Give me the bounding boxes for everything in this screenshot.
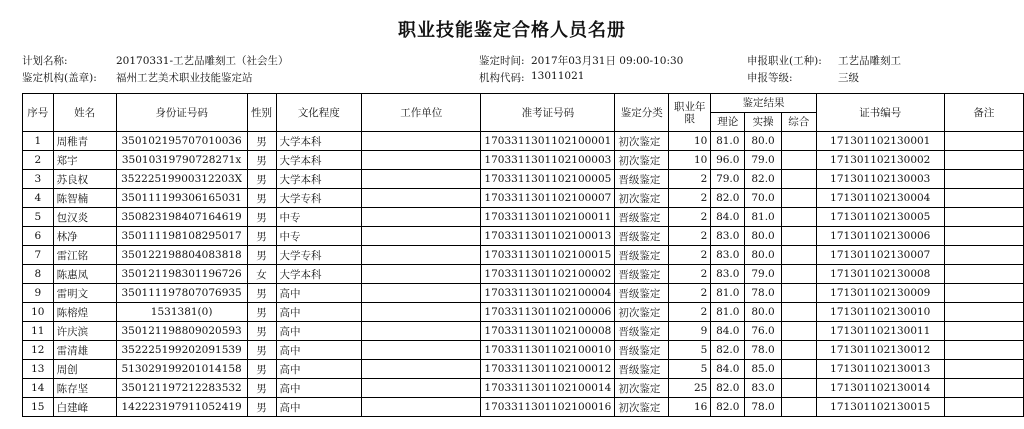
header-practice: 实操 (745, 113, 782, 132)
header-edu: 文化程度 (276, 94, 362, 132)
cell-work (362, 303, 481, 322)
cell-exam: 1703311301102100007 (481, 189, 615, 208)
header-seq: 序号 (23, 94, 54, 132)
cell-overall (781, 379, 816, 398)
time-label: 鉴定时间: (479, 55, 525, 67)
table-row (23, 265, 1024, 284)
cell-overall (781, 360, 816, 379)
cell-remark (944, 227, 1023, 246)
cell-work (362, 189, 481, 208)
cell-seq: 9 (23, 284, 54, 303)
cell-theory: 82.0 (711, 379, 745, 398)
cell-years: 2 (669, 303, 711, 322)
cell-name: 林净 (53, 227, 116, 246)
cell-work (362, 360, 481, 379)
table-row (23, 208, 1024, 227)
cell-cert: 171301102130015 (816, 398, 944, 417)
table-body (23, 132, 1024, 417)
cell-theory: 84.0 (711, 360, 745, 379)
cell-cert: 171301102130008 (816, 265, 944, 284)
cell-seq: 6 (23, 227, 54, 246)
org-label: 鉴定机构(盖章): (22, 72, 97, 84)
cell-theory: 82.0 (711, 189, 745, 208)
cell-gender: 男 (247, 170, 276, 189)
cell-edu: 高中 (276, 322, 362, 341)
header-remark: 备注 (944, 94, 1023, 132)
cell-cert: 171301102130013 (816, 360, 944, 379)
cell-name: 白建峰 (53, 398, 116, 417)
cell-id: 35010319790728271x (116, 151, 247, 170)
cell-remark (944, 132, 1023, 151)
roster-table (22, 93, 1024, 417)
cell-practice: 82.0 (745, 170, 782, 189)
cell-seq: 1 (23, 132, 54, 151)
cell-seq: 11 (23, 322, 54, 341)
cell-cert: 171301102130012 (816, 341, 944, 360)
cell-id: 35222519900312203X (116, 170, 247, 189)
cell-exam: 1703311301102100002 (481, 265, 615, 284)
cell-theory: 82.0 (711, 398, 745, 417)
table-row (23, 303, 1024, 322)
cell-name: 包汉炎 (53, 208, 116, 227)
cell-overall (781, 322, 816, 341)
cell-overall (781, 284, 816, 303)
cell-gender: 男 (247, 132, 276, 151)
header-result: 鉴定结果 (711, 94, 816, 113)
time-value: 2017年03月31日 09:00-10:30 (531, 55, 684, 67)
cell-exam: 1703311301102100011 (481, 208, 615, 227)
cell-name: 郑宇 (53, 151, 116, 170)
cell-id: 513029199201014158 (116, 360, 247, 379)
cell-cert: 171301102130003 (816, 170, 944, 189)
cell-seq: 4 (23, 189, 54, 208)
cell-name: 苏良权 (53, 170, 116, 189)
cell-exam: 1703311301102100013 (481, 227, 615, 246)
table-row (23, 151, 1024, 170)
cell-work (362, 398, 481, 417)
cell-gender: 男 (247, 208, 276, 227)
cell-overall (781, 189, 816, 208)
cell-name: 雷江铭 (53, 246, 116, 265)
cell-cert: 171301102130007 (816, 246, 944, 265)
cell-name: 雷明文 (53, 284, 116, 303)
cell-type: 初次鉴定 (615, 303, 669, 322)
cell-type: 初次鉴定 (615, 379, 669, 398)
cell-practice: 76.0 (745, 322, 782, 341)
cell-practice: 78.0 (745, 398, 782, 417)
cell-edu: 大学专科 (276, 189, 362, 208)
cell-name: 雷清雄 (53, 341, 116, 360)
cell-edu: 大学本科 (276, 151, 362, 170)
cell-type: 初次鉴定 (615, 151, 669, 170)
table-row (23, 341, 1024, 360)
header-cert: 证书编号 (816, 94, 944, 132)
cell-years: 2 (669, 246, 711, 265)
cell-remark (944, 246, 1023, 265)
level-label: 申报等级: (747, 72, 793, 84)
cell-exam: 1703311301102100015 (481, 246, 615, 265)
cell-seq: 14 (23, 379, 54, 398)
cell-theory: 83.0 (711, 265, 745, 284)
cell-overall (781, 151, 816, 170)
cell-work (362, 265, 481, 284)
cell-remark (944, 303, 1023, 322)
cell-id: 350823198407164619 (116, 208, 247, 227)
cell-id: 142223197911052419 (116, 398, 247, 417)
cell-years: 2 (669, 170, 711, 189)
cell-remark (944, 341, 1023, 360)
cell-years: 10 (669, 151, 711, 170)
cell-edu: 高中 (276, 284, 362, 303)
plan-label: 计划名称: (22, 55, 68, 67)
cell-edu: 大学专科 (276, 246, 362, 265)
header-name: 姓名 (53, 94, 116, 132)
cell-remark (944, 284, 1023, 303)
cell-gender: 男 (247, 398, 276, 417)
cell-exam: 1703311301102100010 (481, 341, 615, 360)
cell-id: 350122198804083818 (116, 246, 247, 265)
cell-seq: 12 (23, 341, 54, 360)
cell-gender: 男 (247, 246, 276, 265)
cell-exam: 1703311301102100014 (481, 379, 615, 398)
cell-seq: 7 (23, 246, 54, 265)
cell-theory: 83.0 (711, 227, 745, 246)
cell-seq: 2 (23, 151, 54, 170)
cell-edu: 高中 (276, 341, 362, 360)
cell-work (362, 208, 481, 227)
cell-practice: 80.0 (745, 303, 782, 322)
table-row (23, 322, 1024, 341)
cell-work (362, 170, 481, 189)
cell-name: 周创 (53, 360, 116, 379)
cell-overall (781, 132, 816, 151)
cell-work (362, 227, 481, 246)
cell-theory: 81.0 (711, 284, 745, 303)
cell-gender: 男 (247, 151, 276, 170)
cell-years: 2 (669, 189, 711, 208)
cell-remark (944, 322, 1023, 341)
cell-seq: 15 (23, 398, 54, 417)
page-title: 职业技能鉴定合格人员名册 (398, 20, 626, 41)
cell-exam: 1703311301102100012 (481, 360, 615, 379)
cell-years: 9 (669, 322, 711, 341)
cell-type: 晋级鉴定 (615, 208, 669, 227)
cell-type: 初次鉴定 (615, 398, 669, 417)
cell-remark (944, 151, 1023, 170)
cell-gender: 女 (247, 265, 276, 284)
table-row (23, 379, 1024, 398)
cell-type: 晋级鉴定 (615, 265, 669, 284)
cell-practice: 81.0 (745, 208, 782, 227)
header-work: 工作单位 (362, 94, 481, 132)
cell-remark (944, 360, 1023, 379)
org-value: 福州工艺美术职业技能鉴定站 (116, 72, 253, 84)
cell-edu: 大学本科 (276, 170, 362, 189)
cell-gender: 男 (247, 341, 276, 360)
header-id: 身份证号码 (116, 94, 247, 132)
cell-practice: 78.0 (745, 284, 782, 303)
cell-cert: 171301102130006 (816, 227, 944, 246)
cell-remark (944, 265, 1023, 284)
cell-theory: 83.0 (711, 246, 745, 265)
cell-overall (781, 170, 816, 189)
cell-practice: 80.0 (745, 132, 782, 151)
cell-cert: 171301102130010 (816, 303, 944, 322)
header-gender: 性别 (247, 94, 276, 132)
cell-overall (781, 341, 816, 360)
cell-cert: 171301102130001 (816, 132, 944, 151)
table-row (23, 227, 1024, 246)
cell-name: 周稚青 (53, 132, 116, 151)
cell-practice: 83.0 (745, 379, 782, 398)
cell-edu: 大学本科 (276, 132, 362, 151)
cell-cert: 171301102130005 (816, 208, 944, 227)
cell-cert: 171301102130009 (816, 284, 944, 303)
cell-id: 350121197212283532 (116, 379, 247, 398)
plan-value: 20170331-工艺品雕刻工（社会生） (116, 55, 289, 67)
cell-seq: 13 (23, 360, 54, 379)
cell-id: 350102195707010036 (116, 132, 247, 151)
cell-edu: 高中 (276, 398, 362, 417)
cell-remark (944, 398, 1023, 417)
cell-gender: 男 (247, 189, 276, 208)
cell-type: 晋级鉴定 (615, 360, 669, 379)
header-theory: 理论 (711, 113, 745, 132)
cell-theory: 96.0 (711, 151, 745, 170)
cell-gender: 男 (247, 322, 276, 341)
cell-cert: 171301102130011 (816, 322, 944, 341)
table-row (23, 170, 1024, 189)
cell-years: 5 (669, 341, 711, 360)
cell-name: 陈榕煌 (53, 303, 116, 322)
cell-type: 初次鉴定 (615, 189, 669, 208)
code-value: 13011021 (531, 70, 585, 82)
cell-years: 25 (669, 379, 711, 398)
cell-years: 2 (669, 265, 711, 284)
cell-overall (781, 208, 816, 227)
cell-work (362, 379, 481, 398)
cell-type: 晋级鉴定 (615, 227, 669, 246)
cell-overall (781, 227, 816, 246)
cell-work (362, 132, 481, 151)
cell-edu: 中专 (276, 208, 362, 227)
header-overall: 综合 (781, 113, 816, 132)
cell-work (362, 151, 481, 170)
cell-remark (944, 170, 1023, 189)
cell-work (362, 284, 481, 303)
cell-type: 晋级鉴定 (615, 170, 669, 189)
cell-name: 陈惠凤 (53, 265, 116, 284)
cell-remark (944, 189, 1023, 208)
cell-work (362, 322, 481, 341)
cell-theory: 84.0 (711, 208, 745, 227)
cell-edu: 高中 (276, 303, 362, 322)
cell-edu: 中专 (276, 227, 362, 246)
header-type: 鉴定分类 (615, 94, 669, 132)
cell-exam: 1703311301102100005 (481, 170, 615, 189)
cell-cert: 171301102130014 (816, 379, 944, 398)
cell-id: 350121198809020593 (116, 322, 247, 341)
cell-theory: 81.0 (711, 132, 745, 151)
cell-remark (944, 208, 1023, 227)
job-value: 工艺品雕刻工 (838, 55, 901, 67)
cell-overall (781, 398, 816, 417)
cell-theory: 84.0 (711, 322, 745, 341)
cell-exam: 1703311301102100003 (481, 151, 615, 170)
table-row (23, 189, 1024, 208)
header-exam: 准考证号码 (481, 94, 615, 132)
cell-work (362, 246, 481, 265)
cell-type: 晋级鉴定 (615, 341, 669, 360)
cell-exam: 1703311301102100006 (481, 303, 615, 322)
cell-work (362, 341, 481, 360)
cell-remark (944, 379, 1023, 398)
cell-years: 10 (669, 132, 711, 151)
table-row (23, 132, 1024, 151)
level-value: 三级 (838, 72, 859, 84)
cell-edu: 高中 (276, 360, 362, 379)
cell-seq: 10 (23, 303, 54, 322)
cell-exam: 1703311301102100004 (481, 284, 615, 303)
cell-years: 16 (669, 398, 711, 417)
cell-years: 5 (669, 360, 711, 379)
cell-gender: 男 (247, 360, 276, 379)
cell-theory: 82.0 (711, 341, 745, 360)
cell-overall (781, 265, 816, 284)
code-label: 机构代码: (479, 72, 525, 84)
cell-practice: 85.0 (745, 360, 782, 379)
table-row (23, 284, 1024, 303)
cell-practice: 70.0 (745, 189, 782, 208)
cell-edu: 大学本科 (276, 265, 362, 284)
table-row (23, 246, 1024, 265)
cell-gender: 男 (247, 379, 276, 398)
cell-id: 350111199306165031 (116, 189, 247, 208)
cell-id: 350111198108295017 (116, 227, 247, 246)
cell-years: 2 (669, 284, 711, 303)
cell-name: 陈存坚 (53, 379, 116, 398)
cell-practice: 79.0 (745, 151, 782, 170)
cell-gender: 男 (247, 227, 276, 246)
cell-practice: 80.0 (745, 246, 782, 265)
header-years: 职业年限 (669, 94, 711, 132)
cell-gender: 男 (247, 284, 276, 303)
cell-edu: 高中 (276, 379, 362, 398)
cell-cert: 171301102130004 (816, 189, 944, 208)
cell-type: 晋级鉴定 (615, 322, 669, 341)
cell-years: 2 (669, 227, 711, 246)
job-label: 申报职业(工种): (747, 55, 822, 67)
cell-id: 352225199202091539 (116, 341, 247, 360)
cell-type: 晋级鉴定 (615, 246, 669, 265)
cell-id: 1531381(0) (116, 303, 247, 322)
cell-name: 陈智楠 (53, 189, 116, 208)
cell-seq: 8 (23, 265, 54, 284)
cell-gender: 男 (247, 303, 276, 322)
cell-practice: 80.0 (745, 227, 782, 246)
table-row (23, 398, 1024, 417)
table-row (23, 360, 1024, 379)
cell-practice: 79.0 (745, 265, 782, 284)
cell-id: 350111197807076935 (116, 284, 247, 303)
cell-practice: 78.0 (745, 341, 782, 360)
cell-seq: 5 (23, 208, 54, 227)
cell-exam: 1703311301102100008 (481, 322, 615, 341)
cell-name: 许庆滨 (53, 322, 116, 341)
cell-type: 晋级鉴定 (615, 284, 669, 303)
cell-years: 2 (669, 208, 711, 227)
cell-overall (781, 246, 816, 265)
cell-theory: 81.0 (711, 303, 745, 322)
cell-type: 初次鉴定 (615, 132, 669, 151)
cell-cert: 171301102130002 (816, 151, 944, 170)
cell-overall (781, 303, 816, 322)
cell-exam: 170331130110210000​1 (481, 132, 615, 151)
cell-seq: 3 (23, 170, 54, 189)
cell-exam: 1703311301102100016 (481, 398, 615, 417)
cell-id: 350121198301196726 (116, 265, 247, 284)
cell-theory: 79.0 (711, 170, 745, 189)
